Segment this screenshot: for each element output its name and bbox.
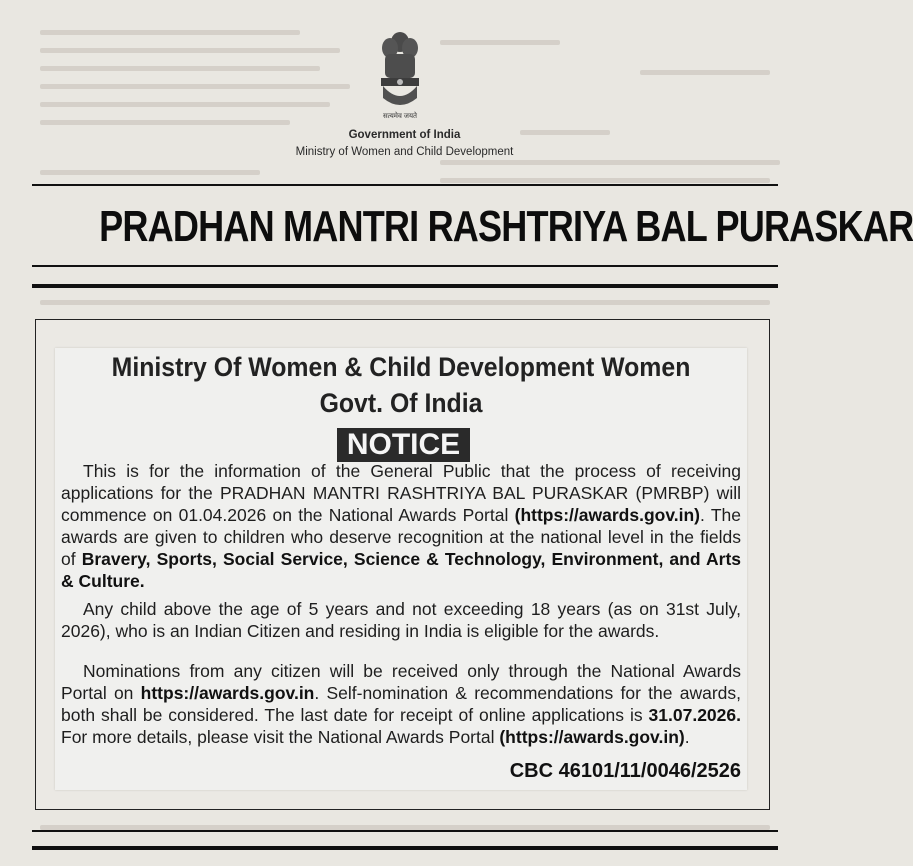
p1-portal-link: (https://awards.gov.in) [514, 505, 700, 525]
p3-text-g: . [684, 727, 690, 747]
p3-text-a: Nominations from any citizen will be received only through the National Awards Portal on [61, 661, 741, 703]
notice-paragraph-3 [61, 660, 741, 748]
government-label: Government of India [348, 129, 461, 141]
p3-portal-link: https://awards.gov.in [140, 683, 315, 703]
national-emblem-icon [373, 28, 427, 120]
rule-bottom [32, 830, 778, 832]
page-headline: PRADHAN MANTRI RASHTRIYA BAL PURASKAR [99, 202, 913, 251]
p3-last-date: 31.07.2026. [648, 705, 741, 725]
rule-top [32, 184, 778, 186]
p3-text-e: For more details, please visit the National Awards Portal [61, 727, 500, 747]
ministry-label: Ministry of Women and Child Development [295, 146, 514, 158]
notice-title-line2: Govt. Of India [319, 388, 483, 418]
emblem-motto: सत्यमेव जयते [382, 113, 418, 120]
rule-mid-thick [32, 284, 778, 288]
notice-paragraph-1 [61, 460, 741, 592]
notice-reference-code: CBC 46101/11/0046/2526 [509, 760, 741, 782]
p1-text-c: . The awards are given to children who deserve recognition at the national level in the fields of [61, 505, 741, 569]
p3-text-c: . Self-nomination & recommendations for the awards, both shall be considered. The last date for receipt of online applications is [61, 683, 742, 725]
p1-text-a: This is for the information of the General Public that the process of receiving applications for the PRADHAN MANTRI RASHTRIYA BAL PURASKAR (PMRBP) will commence on 01.04.2026 on the National Awards Portal [61, 461, 741, 525]
rule-bottom-thick [32, 846, 778, 850]
notice-label: NOTICE [337, 428, 470, 462]
notice-title-line1: Ministry Of Women & Child Development Women [111, 352, 691, 382]
notice-clipping [55, 348, 747, 790]
p3-portal-link-2: (https://awards.gov.in) [499, 727, 685, 747]
rule-mid [32, 265, 778, 267]
notice-paragraph-2: Any child above the age of 5 years and not exceeding 18 years (as on 31st July, 2026), who is an Indian Citizen and residing in India is eligible for the awards. [61, 599, 741, 641]
p1-award-fields: Bravery, Sports, Social Service, Science & Technology, Environment, and Arts & Culture. [61, 549, 741, 591]
